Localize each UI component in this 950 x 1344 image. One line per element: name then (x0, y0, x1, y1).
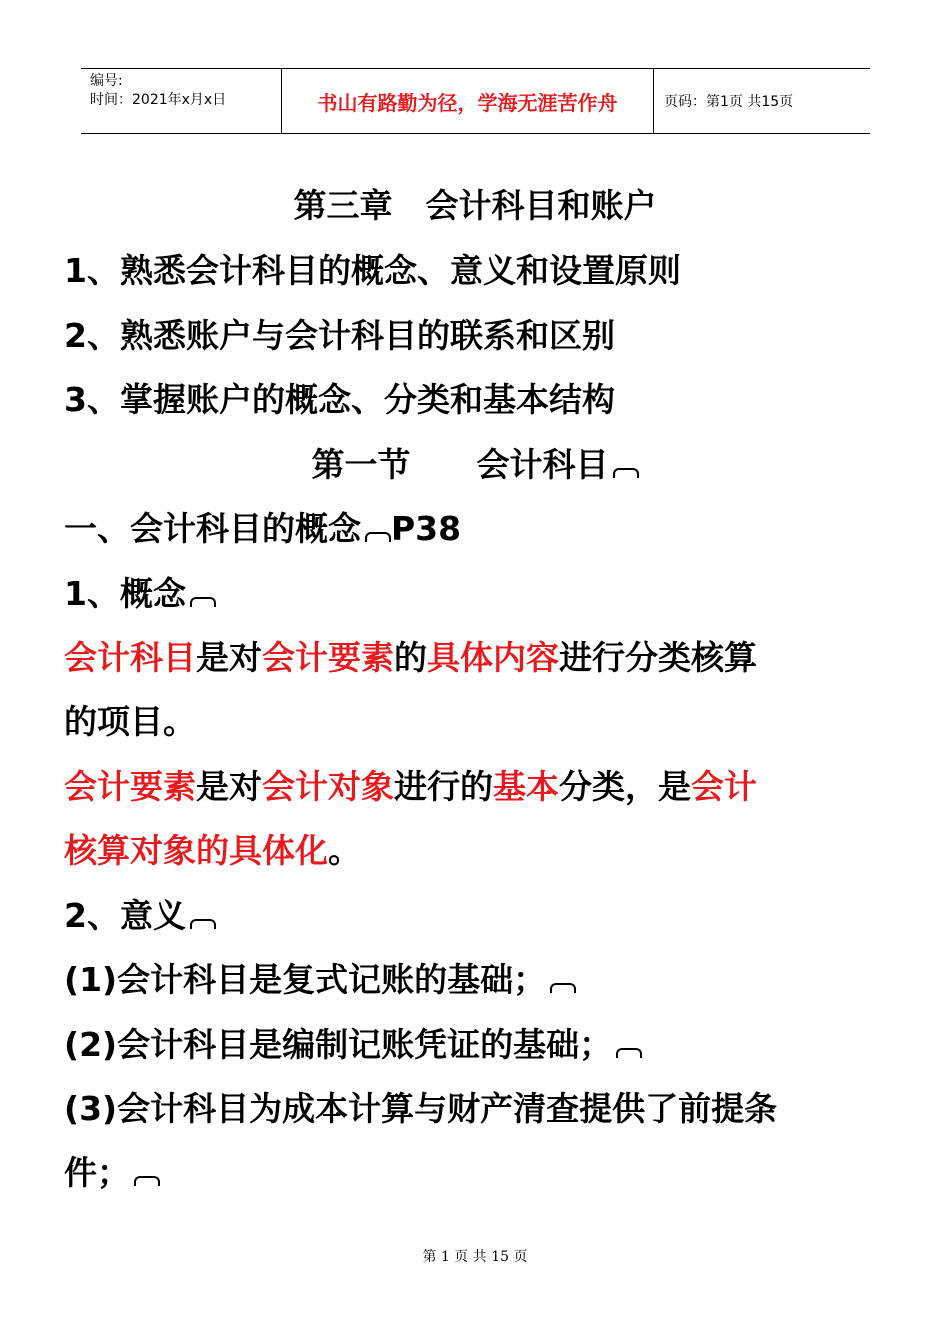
number-label: 编号: (90, 73, 123, 89)
text-run: 是对 (196, 638, 262, 677)
page-footer: 第 1 页 共 15 页 (422, 1249, 528, 1265)
term-accounting-subject: 会计科目 (64, 638, 196, 677)
text-run: 进行的 (394, 767, 493, 806)
term-accounting: 会计 (691, 767, 757, 806)
page-reference: P38 (391, 509, 462, 548)
concept-heading-text: 1、概念 (64, 574, 186, 613)
paragraph-1-line-2: 的项目。 (64, 702, 196, 741)
meaning-item-2-text: (2)会计科目是编制记账凭证的基础； (64, 1025, 613, 1064)
paragraph-mark-icon (550, 983, 576, 993)
time-label: 时间：2021年x月x日 (90, 92, 227, 108)
meaning-item-1-text: (1)会计科目是复式记账的基础； (64, 960, 547, 999)
text-run: 分类，是 (559, 767, 691, 806)
paragraph-mark-icon (365, 532, 391, 542)
chapter-title: 第三章 会计科目和账户 (293, 186, 657, 225)
section-title (0, 445, 950, 485)
term-basic: 基本 (493, 767, 559, 806)
meaning-item-2 (64, 1025, 642, 1065)
subheading-1 (64, 509, 461, 549)
meaning-item-3-line-2 (64, 1153, 160, 1193)
header-motto: 书山有路勤为径，学海无涯苦作舟 (282, 69, 654, 133)
paragraph-2-line-1 (64, 767, 757, 807)
goal-1: 1、熟悉会计科目的概念、意义和设置原则 (64, 251, 681, 290)
meaning-heading-text: 2、意义 (64, 896, 186, 935)
text-run: 。 (328, 831, 361, 870)
section-title-text: 第一节 会计科目 (311, 445, 609, 484)
paragraph-2-line-2 (64, 831, 361, 871)
paragraph-mark-icon (616, 1048, 642, 1058)
text-run: 进行分类核算 (559, 638, 757, 677)
paragraph-mark-icon (190, 919, 216, 929)
text-run: 是对 (196, 767, 262, 806)
header-left-cell (81, 69, 282, 133)
paragraph-mark-icon (190, 597, 216, 607)
term-accounting-element: 会计要素 (262, 638, 394, 677)
goal-2: 2、熟悉账户与会计科目的联系和区别 (64, 316, 615, 355)
term-object-concretization: 核算对象的具体化 (64, 831, 328, 870)
meaning-item-1 (64, 960, 576, 1000)
meaning-item-3-line-1: (3)会计科目为成本计算与财产清查提供了前提条 (64, 1089, 778, 1128)
page-header (81, 68, 870, 134)
goal-3: 3、掌握账户的概念、分类和基本结构 (64, 380, 615, 419)
text-run: 的 (394, 638, 427, 677)
paragraph-mark-icon (134, 1176, 160, 1186)
term-accounting-object: 会计对象 (262, 767, 394, 806)
header-page-info: 页码：第1页 共15页 (664, 94, 794, 110)
concept-heading (64, 574, 216, 614)
paragraph-mark-icon (613, 468, 639, 478)
meaning-item-3-tail: 件； (64, 1153, 130, 1192)
term-accounting-element: 会计要素 (64, 767, 196, 806)
meaning-heading (64, 896, 216, 936)
subheading-1-text: 一、会计科目的概念 (64, 509, 361, 548)
term-specific-content: 具体内容 (427, 638, 559, 677)
paragraph-1-line-1 (64, 638, 757, 678)
